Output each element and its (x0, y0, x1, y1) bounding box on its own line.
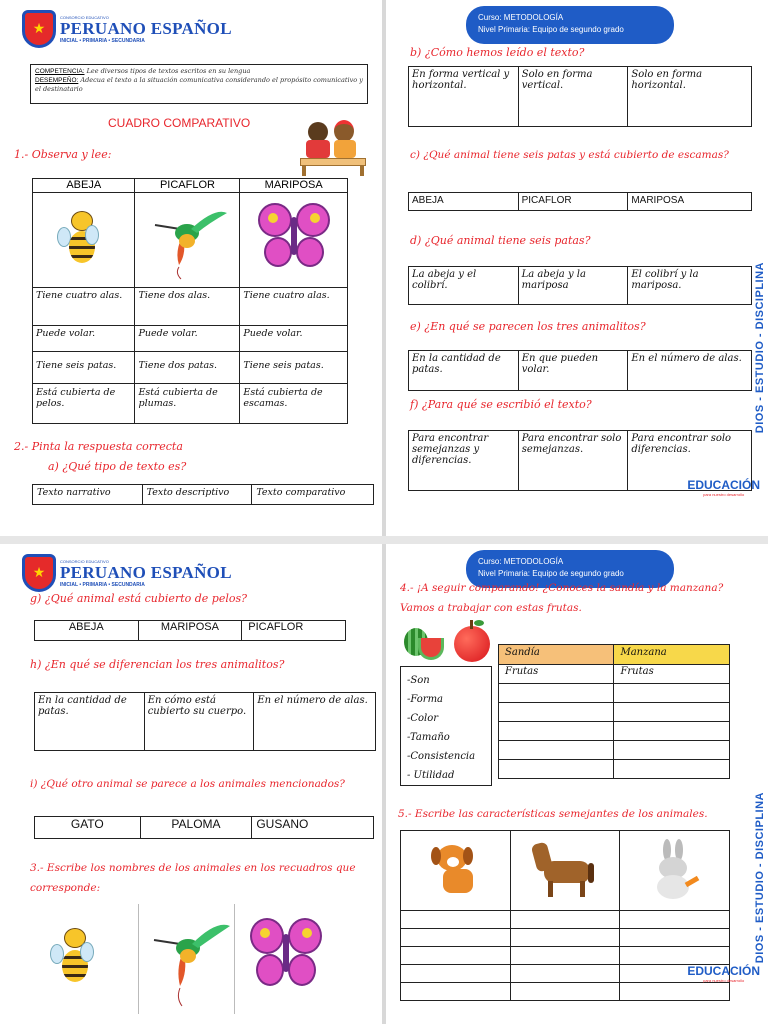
criteria-forma: -Forma (407, 694, 444, 705)
worksheet-page-4 (384, 512, 768, 1024)
question-g: g) ¿Qué animal está cubierto de pelos? (30, 592, 248, 605)
cell-r1-mariposa: Tiene cuatro alas. (240, 288, 348, 326)
fruit-cell[interactable] (499, 760, 614, 779)
cell-r4-abeja: Está cubierta de pelos. (33, 384, 135, 424)
question-i-options (34, 816, 374, 839)
option-e-1[interactable]: En la cantidad de patas. (409, 351, 519, 391)
option-b-1[interactable]: En forma vertical y horizontal. (409, 67, 519, 127)
cell-r2-picaflor: Puede volar. (135, 326, 240, 352)
animal-trait-cell[interactable] (510, 911, 620, 929)
question-c: c) ¿Qué animal tiene seis patas y está cubierto de escamas? (410, 149, 729, 161)
header-manzana: Manzana (614, 645, 730, 665)
desempeno-text: Adecua el texto a la situación comunicativa considerando el propósito comunicativo y el destinatario (35, 76, 363, 93)
desempeno-label: DESEMPEÑO: (35, 77, 79, 84)
animals-table (400, 830, 730, 1001)
option-d-2[interactable]: La abeja y la mariposa (518, 267, 628, 305)
option-b-2[interactable]: Solo en forma vertical. (518, 67, 628, 127)
option-g-picaflor[interactable]: PICAFLOR (242, 621, 346, 641)
question-b-options (408, 66, 752, 127)
apple-image (454, 626, 490, 662)
kids-reading-illustration (300, 118, 370, 178)
animal-trait-cell[interactable] (401, 983, 511, 1001)
dog-image (425, 841, 485, 901)
horse-image (530, 841, 600, 901)
animal-trait-cell[interactable] (510, 947, 620, 965)
logo-name: PERUANO ESPAÑOL (60, 18, 232, 38)
header-abeja: ABEJA (33, 179, 135, 193)
criteria-son: -Son (407, 675, 430, 686)
question-a-options (32, 484, 374, 505)
criteria-tamano: -Tamaño (407, 732, 450, 743)
bee-image (46, 912, 116, 1002)
comparison-table (32, 178, 348, 424)
animal-trait-cell[interactable] (401, 965, 511, 983)
option-texto-comparativo[interactable]: Texto comparativo (252, 485, 374, 505)
option-f-1[interactable]: Para encontrar semejanzas y diferencias. (409, 431, 519, 491)
course-line-1: Curso: METODOLOGÍA (478, 13, 564, 22)
worksheet-page-3 (0, 512, 384, 1024)
option-h-3[interactable]: En el número de alas. (254, 693, 376, 751)
question-i: i) ¿Qué otro animal se parece a los animales mencionados? (30, 778, 345, 790)
fruit-cell[interactable] (614, 684, 730, 703)
option-d-1[interactable]: La abeja y el colibrí. (409, 267, 519, 305)
logo-levels-2: INICIAL • PRIMARIA • SECUNDARIA (60, 581, 145, 588)
education-title-2: EDUCACIÓN (687, 964, 760, 978)
page-divider-vertical (382, 0, 386, 1024)
fruit-son-manzana: Frutas (614, 665, 730, 684)
question-2: 2.- Pinta la respuesta correcta (14, 440, 183, 453)
education-title: EDUCACIÓN (687, 478, 760, 492)
option-i-paloma[interactable]: PALOMA (140, 817, 252, 839)
option-h-2[interactable]: En cómo está cubierto su cuerpo. (144, 693, 254, 751)
fruit-table (498, 644, 730, 779)
question-d-options (408, 266, 752, 305)
hummingbird-cell (135, 193, 240, 288)
education-tagline-2: para nuestro desarrollo (703, 978, 745, 983)
question-h: h) ¿En qué se diferencian los tres animalitos? (30, 658, 285, 671)
fruit-cell[interactable] (614, 760, 730, 779)
animal-trait-cell[interactable] (401, 947, 511, 965)
logo-top: CONSORCIO EDUCATIVO (60, 14, 109, 20)
cell-r4-mariposa: Está cubierta de escamas. (240, 384, 348, 424)
competence-box (30, 64, 368, 104)
question-3: 3.- Escribe los nombres de los animales en los recuadros que corresponde: (30, 862, 356, 894)
competencia-text: Lee diversos tipos de textos escritos en su lengua (86, 67, 251, 75)
side-brand: DIOS - ESTUDIO - DISCIPLINA (754, 262, 766, 434)
page-title: CUADRO COMPARATIVO (108, 116, 251, 130)
course-line-2b: Nivel Primaria: Equipo de segundo grado (478, 569, 624, 578)
cell-r4-picaflor: Está cubierta de plumas. (135, 384, 240, 424)
school-logo-2 (22, 554, 232, 592)
side-brand-2: DIOS - ESTUDIO - DISCIPLINA (754, 792, 766, 964)
question-g-options (34, 620, 346, 641)
education-logo (687, 478, 760, 497)
fruit-cell[interactable] (614, 741, 730, 760)
fruit-cell[interactable] (499, 722, 614, 741)
question-d: d) ¿Qué animal tiene seis patas? (410, 234, 591, 247)
cell-r2-abeja: Puede volar. (33, 326, 135, 352)
option-b-3[interactable]: Solo en forma horizontal. (628, 67, 752, 127)
dog-cell (401, 831, 511, 911)
butterfly-cell (240, 193, 348, 288)
option-c-mariposa[interactable]: MARIPOSA (628, 193, 752, 211)
question-b: b) ¿Cómo hemos leído el texto? (410, 46, 585, 59)
option-f-3[interactable]: Para encontrar solo diferencias. (628, 431, 752, 491)
option-h-1[interactable]: En la cantidad de patas. (35, 693, 145, 751)
option-f-2[interactable]: Para encontrar solo semejanzas. (518, 431, 628, 491)
course-line-2: Nivel Primaria: Equipo de segundo grado (478, 25, 624, 34)
shield-icon: ★ (22, 554, 56, 592)
header-picaflor: PICAFLOR (135, 179, 240, 193)
option-e-2[interactable]: En que pueden volar. (518, 351, 628, 391)
option-i-gusano[interactable]: GUSANO (252, 817, 374, 839)
criteria-color: -Color (407, 713, 439, 724)
criteria-list (400, 666, 492, 786)
option-g-mariposa[interactable]: MARIPOSA (138, 621, 242, 641)
question-1: 1.- Observa y lee: (14, 148, 112, 161)
animal-trait-cell[interactable] (620, 929, 730, 947)
question-4: 4.- ¡A seguir comparando! ¿Conoces la sandía y la manzana? Vamos a trabajar con estas frutas. (400, 582, 724, 614)
cell-r3-mariposa: Tiene seis patas. (240, 352, 348, 384)
bee-cell (33, 193, 135, 288)
header-sandia: Sandía (499, 645, 614, 665)
option-texto-narrativo[interactable]: Texto narrativo (33, 485, 143, 505)
animal-trait-cell[interactable] (620, 911, 730, 929)
hummingbird-image (135, 193, 235, 283)
watermelon-image (404, 624, 444, 662)
competencia-label: COMPETENCIA: (35, 68, 85, 75)
animal-trait-cell[interactable] (510, 929, 620, 947)
question-f: f) ¿Para qué se escribió el texto? (410, 398, 592, 411)
horse-cell (510, 831, 620, 911)
fruit-cell[interactable] (499, 703, 614, 722)
header-mariposa: MARIPOSA (240, 179, 348, 193)
animal-trait-cell[interactable] (510, 965, 620, 983)
option-c-abeja[interactable]: ABEJA (409, 193, 519, 211)
logo-levels: INICIAL • PRIMARIA • SECUNDARIA (60, 37, 145, 44)
butterfly-image (254, 199, 334, 279)
option-i-gato[interactable]: GATO (35, 817, 141, 839)
cell-r2-mariposa: Puede volar. (240, 326, 348, 352)
school-logo (22, 10, 232, 48)
question-h-options (34, 692, 376, 751)
fruit-cell[interactable] (499, 684, 614, 703)
animal-trait-cell[interactable] (620, 983, 730, 1001)
question-a: a) ¿Qué tipo de texto es? (48, 460, 187, 473)
education-logo-2 (687, 964, 760, 983)
question-e-options (408, 350, 752, 391)
fruit-cell[interactable] (614, 703, 730, 722)
animal-trait-cell[interactable] (401, 911, 511, 929)
bee-image (49, 199, 119, 279)
rabbit-image (645, 839, 705, 903)
fruit-cell[interactable] (499, 741, 614, 760)
cell-r3-picaflor: Tiene dos patas. (135, 352, 240, 384)
animal-trait-cell[interactable] (510, 983, 620, 1001)
option-texto-descriptivo[interactable]: Texto descriptivo (142, 485, 252, 505)
animal-trait-cell[interactable] (620, 947, 730, 965)
option-d-3[interactable]: El colibrí y la mariposa. (628, 267, 752, 305)
shield-icon: ★ (22, 10, 56, 48)
rabbit-cell (620, 831, 730, 911)
education-tagline: para nuestro desarrollo (703, 492, 745, 497)
worksheet-page-1 (0, 0, 384, 512)
criteria-utilidad: - Utilidad (407, 770, 455, 781)
question-e: e) ¿En qué se parecen los tres animalitos? (410, 320, 646, 333)
hummingbird-image (146, 910, 236, 1010)
logo-top-2: CONSORCIO EDUCATIVO (60, 558, 109, 564)
question-c-options (408, 192, 752, 211)
option-e-3[interactable]: En el número de alas. (628, 351, 752, 391)
question-5: 5.- Escribe las características semejantes de los animales. (398, 808, 708, 820)
course-badge (466, 6, 674, 44)
criteria-consistencia: -Consistencia (407, 751, 476, 762)
option-c-picaflor[interactable]: PICAFLOR (518, 193, 628, 211)
butterfly-image (246, 914, 326, 1004)
cell-r3-abeja: Tiene seis patas. (33, 352, 135, 384)
fruit-son-sandia: Frutas (499, 665, 614, 684)
option-g-abeja[interactable]: ABEJA (35, 621, 139, 641)
cell-r1-abeja: Tiene cuatro alas. (33, 288, 135, 326)
page-divider-horizontal (0, 536, 768, 544)
animals-row (40, 904, 370, 1014)
course-line-1b: Curso: METODOLOGÍA (478, 557, 564, 566)
fruit-cell[interactable] (614, 722, 730, 741)
cell-r1-picaflor: Tiene dos alas. (135, 288, 240, 326)
worksheet-page-2 (384, 0, 768, 512)
animal-trait-cell[interactable] (401, 929, 511, 947)
logo-name-2: PERUANO ESPAÑOL (60, 562, 232, 582)
